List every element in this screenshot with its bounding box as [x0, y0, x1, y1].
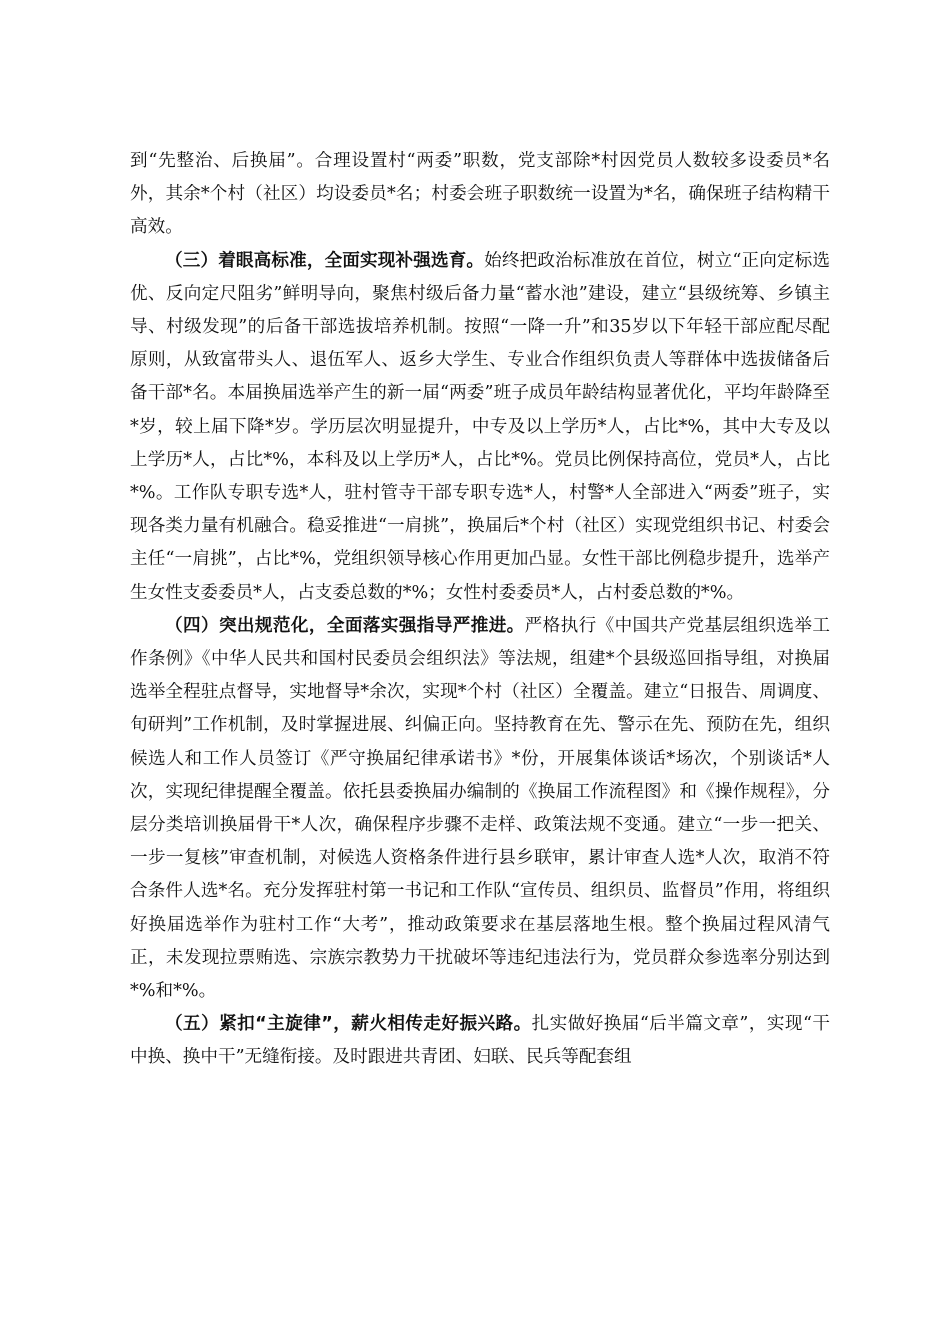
- paragraph-section-5: [130, 1008, 830, 1074]
- document-body: [130, 145, 830, 1075]
- paragraph-section-4: [130, 610, 830, 1008]
- paragraph-text: 始终把政治标准放在首位，树立“正向定标选优、反向定尺阻劣”鲜明导向，聚焦村级后备力量“蓄水池”建设，建立“县级统筹、乡镇主导、村级发现”的后备干部选拔培养机制。按照“一降一升”和35岁以下年轻干部应配尽配原则，从致富带头人、退伍军人、返乡大学生、专业合作组织负责人等群体中选拔储备后备干部*名。本届换届选举产生的新一届“两委”班子成员年龄结构显著优化，平均年龄降至*岁，较上届下降*岁。学历层次明显提升，中专及以上学历*人，占比*%，其中大专及以上学历*人，占比*%，本科及以上学历*人，占比*%。党员比例保持高位，党员*人，占比*%。工作队专职专选*人，驻村管寺干部专职专选*人，村警*人全部进入“两委”班子，实现各类力量有机融合。稳妥推进“一肩挑”，换届后*个村（社区）实现党组织书记、村委会主任“一肩挑”，占比*%，党组织领导核心作用更加凸显。女性干部比例稳步提升，选举产生女性支委委员*人，占支委总数的*%；女性村委委员*人，占村委总数的*%。: [130, 250, 830, 603]
- paragraph-continuation: [130, 145, 830, 245]
- section-heading: （三）着眼高标准，全面实现补强选育。: [165, 250, 485, 271]
- section-heading: （四）突出规范化，全面落实强指导严推进。: [165, 615, 525, 636]
- paragraph-text: 严格执行《中国共产党基层组织选举工作条例》《中华人民共和国村民委员会组织法》等法规，组建*个县级巡回指导组，对换届选举全程驻点督导，实地督导*余次，实现*个村（社区）全覆盖。建立“日报告、周调度、旬研判”工作机制，及时掌握进展、纠偏正向。坚持教育在先、警示在先、预防在先，组织候选人和工作人员签订《严守换届纪律承诺书》*份，开展集体谈话*场次，个别谈话*人次，实现纪律提醒全覆盖。依托县委换届办编制的《换届工作流程图》和《操作规程》，分层分类培训换届骨干*人次，确保程序步骤不走样、政策法规不变通。建立“一步一把关、一步一复核”审查机制，对候选人资格条件进行县乡联审，累计审查人选*人次，取消不符合条件人选*名。充分发挥驻村第一书记和工作队“宣传员、组织员、监督员”作用，将组织好换届选举作为驻村工作“大考”，推动政策要求在基层落地生根。整个换届过程风清气正，未发现拉票贿选、宗族宗教势力干扰破坏等违纪违法行为，党员群众参选率分别达到*%和*%。: [130, 615, 830, 1002]
- paragraph-text: 扎实做好换届“后半篇文章”，实现“干中换、换中干”无缝衔接。及时跟进共青团、妇联、民兵等配套组: [130, 1014, 830, 1068]
- paragraph-section-3: [130, 245, 830, 610]
- section-heading: （五）紧扣“主旋律”，薪火相传走好振兴路。: [165, 1014, 532, 1035]
- paragraph-text: 到“先整治、后换届”。合理设置村“两委”职数，党支部除*村因党员人数较多设委员*名外，其余*个村（社区）均设委员*名；村委会班子职数统一设置为*名，确保班子结构精干高效。: [130, 151, 830, 238]
